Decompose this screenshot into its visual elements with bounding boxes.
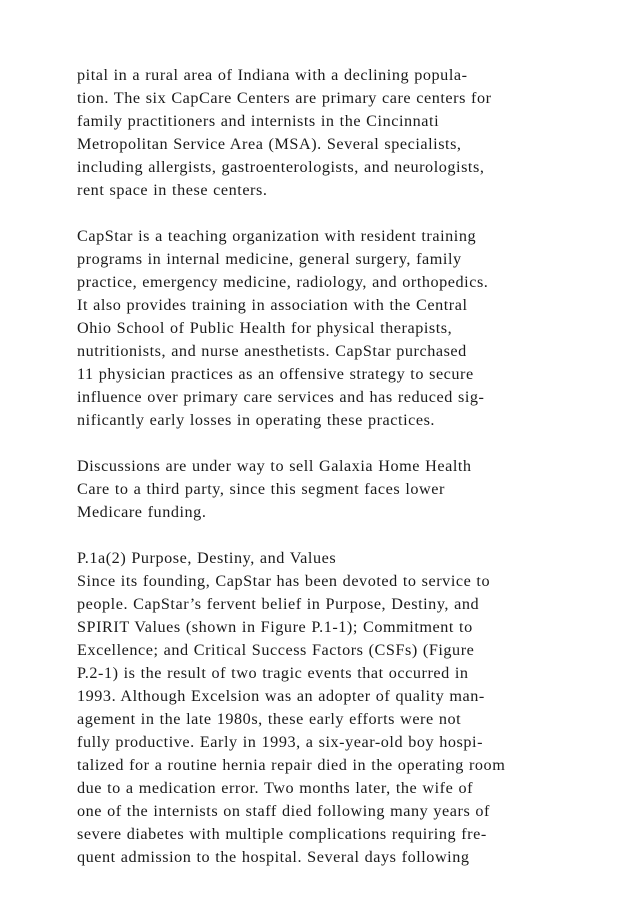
text-line: Excellence; and Critical Success Factors (CSFs) (Figure <box>77 641 475 659</box>
paragraph-capcare-centers <box>77 64 622 202</box>
body-text <box>77 64 622 869</box>
text-line: fully productive. Early in 1993, a six-year-old boy hospi- <box>77 733 484 751</box>
text-line: due to a medication error. Two months later, the wife of <box>77 779 474 797</box>
text-line: 1993. Although Excelsion was an adopter of quality man- <box>77 687 485 705</box>
text-line: pital in a rural area of Indiana with a declining popula- <box>77 66 468 84</box>
text-line: SPIRIT Values (shown in Figure P.1-1); Commitment to <box>77 618 473 636</box>
text-line: Discussions are under way to sell Galaxia Home Health <box>77 457 472 475</box>
text-line: rent space in these centers. <box>77 181 268 199</box>
text-line: CapStar is a teaching organization with resident training <box>77 227 477 245</box>
text-line: Medicare funding. <box>77 503 207 521</box>
text-line: people. CapStar’s fervent belief in Purpose, Destiny, and <box>77 595 480 613</box>
text-line: talized for a routine hernia repair died in the operating room <box>77 756 506 774</box>
text-line: 11 physician practices as an offensive strategy to secure <box>77 365 474 383</box>
text-line: one of the internists on staff died following many years of <box>77 802 490 820</box>
text-line: P.2-1) is the result of two tragic events that occurred in <box>77 664 469 682</box>
text-line: quent admission to the hospital. Several days following <box>77 848 470 866</box>
text-line: Care to a third party, since this segment faces lower <box>77 480 445 498</box>
text-line: It also provides training in association with the Central <box>77 296 468 314</box>
paragraph-galaxia-home-health <box>77 455 622 524</box>
text-line: nutritionists, and nurse anesthetists. CapStar purchased <box>77 342 467 360</box>
text-line: influence over primary care services and has reduced sig- <box>77 388 485 406</box>
text-line: practice, emergency medicine, radiology, and orthopedics. <box>77 273 489 291</box>
paragraph-gap <box>77 202 622 225</box>
text-line: tion. The six CapCare Centers are primary care centers for <box>77 89 492 107</box>
text-line: including allergists, gastroenterologists, and neurologists, <box>77 158 485 176</box>
text-line: programs in internal medicine, general surgery, family <box>77 250 462 268</box>
text-line: Since its founding, CapStar has been devoted to service to <box>77 572 491 590</box>
section-heading: P.1a(2) Purpose, Destiny, and Values <box>77 549 337 567</box>
text-line: severe diabetes with multiple complications requiring fre- <box>77 825 487 843</box>
paragraph-gap <box>77 432 622 455</box>
text-line: agement in the late 1980s, these early efforts were not <box>77 710 462 728</box>
text-line: Metropolitan Service Area (MSA). Several specialists, <box>77 135 462 153</box>
text-line: family practitioners and internists in the Cincinnati <box>77 112 440 130</box>
text-line: Ohio School of Public Health for physical therapists, <box>77 319 453 337</box>
paragraph-purpose-destiny-values <box>77 547 622 869</box>
paragraph-gap <box>77 524 622 547</box>
paragraph-teaching-organization <box>77 225 622 432</box>
text-line: nificantly early losses in operating these practices. <box>77 411 436 429</box>
